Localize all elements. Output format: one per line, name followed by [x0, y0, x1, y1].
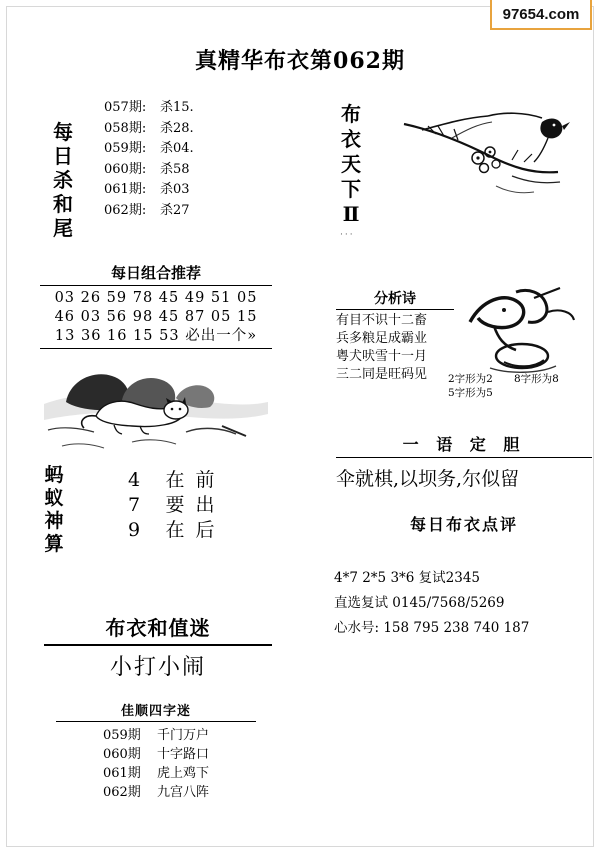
analysis-poem-title: 分析诗: [336, 288, 454, 310]
shape-note-left: 5字形为5: [448, 387, 493, 399]
four-char-title: 佳顺四字迷: [56, 700, 256, 722]
ant-word: 出: [195, 494, 215, 516]
list-item: [56, 745, 256, 764]
ant-calc-section: [36, 464, 276, 574]
list-item: [104, 180, 194, 201]
ant-word: 要: [165, 494, 185, 516]
four-char-id: 062期: [102, 785, 141, 800]
ant-column-b: [194, 468, 216, 543]
kill-row-id: 061期:: [104, 182, 147, 197]
ink-illustration-cat-svg: [36, 330, 276, 460]
daily-kill-list: [104, 98, 194, 221]
four-char-value: 十字路口: [156, 747, 209, 762]
daily-kill-label: 每日杀和尾: [53, 120, 73, 240]
four-char-riddle-section: [56, 700, 256, 802]
list-item: [56, 726, 256, 745]
kill-row-value: 杀28.: [160, 120, 194, 136]
one-word-section: [336, 432, 592, 491]
kill-row-id: 059期:: [104, 141, 147, 156]
ant-word: 前: [195, 469, 215, 491]
shape-note-row: [448, 386, 598, 400]
picks-line: 直选复试 0145/7568/5269: [334, 595, 505, 611]
combo-line: 03 26 59 78 45 49 51 05: [54, 290, 258, 306]
watermark-badge: [490, 0, 592, 30]
watermark-text: 97654.com: [502, 5, 580, 23]
picks-line: 心水号: 158 795 238 740 187: [334, 620, 530, 636]
picks-line: 4*7 2*5 3*6 复试2345: [334, 570, 481, 586]
daily-kill-section: [36, 96, 276, 240]
kill-row-value: 杀15.: [160, 100, 194, 115]
ink-illustration-calligraphy: [460, 282, 590, 378]
ant-calc-label: 蚂蚁神算: [44, 464, 64, 555]
combo-title: 每日组合推荐: [40, 262, 272, 286]
sum-riddle-section: [44, 612, 272, 681]
list-item: [104, 119, 194, 140]
ink-illustration-bird-branch: [392, 100, 572, 230]
ant-number: 7: [127, 494, 141, 516]
kill-row-id: 062期:: [104, 202, 147, 218]
kill-row-value: 杀27: [160, 202, 190, 218]
ink-illustration-cat: [36, 330, 276, 460]
list-item: [104, 139, 194, 160]
buyi-tianxia-label: 布 衣 天 下 Ⅱ: [341, 102, 361, 226]
page-title: 真精华布衣第062期: [195, 48, 405, 74]
kill-row-id: 060期:: [104, 161, 147, 177]
four-char-value: 九宫八阵: [156, 785, 209, 800]
ink-illustration-calligraphy-svg: [460, 282, 590, 378]
analysis-poem-section: [336, 288, 454, 384]
four-char-list: [56, 722, 256, 802]
buyi-tianxia-sub: ···: [340, 230, 355, 240]
one-word-title: 一 语 定 胆: [336, 432, 592, 458]
list-item: [104, 98, 194, 119]
four-char-id: 060期: [102, 747, 141, 762]
kill-row-value: 杀58: [160, 161, 190, 177]
four-char-id: 059期: [102, 728, 141, 743]
ant-number: 4: [127, 469, 141, 491]
daily-comment-title: 每日布衣点评: [409, 515, 518, 534]
poem-line: 三二同是旺码见: [336, 367, 428, 382]
one-word-text: 伞就棋,以坝务,尔似留: [336, 468, 520, 490]
kill-row-id: 057期:: [104, 100, 147, 115]
shape-note-right: 8字形为8: [514, 373, 559, 385]
shape-note-row: [448, 372, 598, 386]
sum-riddle-answer: 小打小闹: [109, 655, 206, 680]
list-item: [104, 160, 194, 181]
kill-row-value: 杀04.: [160, 141, 194, 156]
list-item: [104, 201, 194, 222]
poem-line: 兵多粮足成霸业: [336, 331, 428, 346]
list-item: [56, 783, 256, 802]
list-item: [56, 764, 256, 783]
four-char-value: 千门万户: [156, 728, 209, 743]
shape-notes: [448, 372, 598, 400]
picks-section: [334, 566, 584, 641]
buyi-tianxia-section: [330, 100, 570, 240]
sum-riddle-title: 布衣和值迷: [44, 612, 272, 646]
ant-word: 在: [165, 469, 185, 491]
poem-line: 有目不识十二畜: [336, 313, 428, 328]
shape-note-left: 2字形为2: [448, 373, 493, 385]
combo-line: 46 03 56 98 45 87 05 15: [54, 309, 258, 325]
analysis-poem-body: [336, 310, 454, 384]
four-char-value: 虎上鸡下: [156, 766, 209, 781]
poem-line: 粤犬吠雪十一月: [336, 349, 428, 364]
combo-line: 13 36 16 15 53 必出一个»: [54, 328, 258, 344]
ant-word: 后: [195, 519, 215, 541]
kill-row-id: 058期:: [104, 120, 147, 136]
ant-number: 9: [127, 519, 141, 541]
ant-column-a: [164, 468, 186, 543]
kill-row-value: 杀03: [160, 182, 190, 197]
ant-word: 在: [165, 519, 185, 541]
ant-calc-numbers: [124, 468, 144, 543]
four-char-id: 061期: [102, 766, 141, 781]
